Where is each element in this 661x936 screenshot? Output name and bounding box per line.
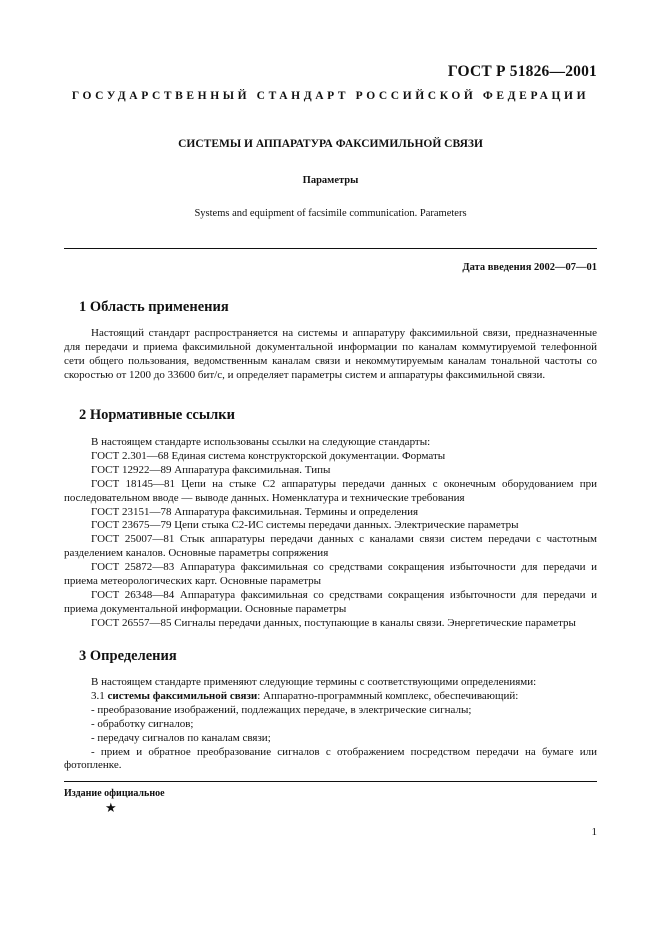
definition-list-item: - прием и обратное преобразование сигналов с отображением посредством передачи на бумаге или фотопленке.: [64, 745, 597, 772]
references-intro: В настоящем стандарте использованы ссылки на следующие стандарты:: [91, 436, 431, 448]
state-standard-heading: ГОСУДАРСТВЕННЫЙ СТАНДАРТ РОССИЙСКОЙ ФЕДЕРАЦИИ: [71, 90, 590, 102]
reference-item: ГОСТ 26557—85 Сигналы передачи данных, поступающие в каналы связи. Энергетические параметры: [91, 616, 576, 629]
document-title: СИСТЕМЫ И АППАРАТУРА ФАКСИМИЛЬНОЙ СВЯЗИ: [178, 138, 483, 150]
page-number: 1: [591, 826, 597, 838]
reference-item: ГОСТ 23151—78 Аппаратура факсимильная. Термины и определения: [91, 505, 419, 518]
reference-item: ГОСТ 25007—81 Стык аппаратуры передачи данных с каналами связи систем передачи с частотным разделением каналов. Основные параметры сопряжения: [64, 533, 597, 560]
reference-item: ГОСТ 26348—84 Аппаратура факсимильная со средствами сокращения избыточности для передачи и приема документальной информации. Основные параметры: [64, 588, 597, 615]
definitions-intro: В настоящем стандарте применяют следующие термины с соответствующими определениями:: [91, 676, 537, 688]
definition-text: : Аппаратно-программный комплекс, обеспечивающий:: [257, 689, 519, 702]
section-2-title: 2 Нормативные ссылки: [79, 407, 235, 423]
reference-item: ГОСТ 18145—81 Цепи на стыке С2 аппаратуры передачи данных с оконечным оборудованием при последовательном вводе — выводе данных. Номенклатура и технические требования: [64, 477, 597, 504]
reference-item: ГОСТ 23675—79 Цепи стыка С2-ИС системы передачи данных. Электрические параметры: [91, 519, 519, 532]
introduction-date: Дата введения 2002—07—01: [462, 262, 597, 273]
definition-term: системы факсимильной связи: [107, 689, 258, 702]
definition-list-item: - передачу сигналов по каналам связи;: [91, 731, 271, 744]
references-list: [64, 436, 597, 631]
header-divider: [64, 248, 597, 249]
section-3-title: 3 Определения: [79, 648, 177, 664]
reference-item: ГОСТ 25872—83 Аппаратура факсимильная со средствами сокращения избыточности для передачи и приема метеорологических карт. Основные параметры: [64, 561, 597, 588]
star-icon: ★: [105, 800, 117, 815]
official-edition-label: Издание официальное: [64, 788, 165, 799]
reference-item: ГОСТ 2.301—68 Единая система конструкторской документации. Форматы: [91, 449, 446, 462]
definition-list-item: - преобразование изображений, подлежащих передаче, в электрические сигналы;: [91, 703, 472, 716]
document-subtitle: Параметры: [302, 175, 359, 186]
section-1-text: Настоящий стандарт распространяется на системы и аппаратуру факсимильной связи, предназначенные для передачи и приема факсимильной документальной информации по каналам коммутируемой телефонной сети общего пользования, ведомственным каналам связи и некоммутируемым каналам тональной частоты со скоростью от 1200 до 33600 бит/с, и определяет параметры систем и аппаратуры факсимильной связи.: [64, 327, 597, 381]
document-title-english: Systems and equipment of facsimile communication. Parameters: [194, 208, 467, 219]
definition-number: 3.1: [91, 689, 108, 702]
definitions-list: [64, 676, 597, 773]
reference-item: ГОСТ 12922—89 Аппаратура факсимильная. Типы: [91, 463, 331, 476]
footer-divider: [64, 781, 597, 782]
definition-3-1: [64, 690, 597, 704]
definition-list-item: - обработку сигналов;: [91, 717, 194, 730]
gost-number: ГОСТ Р 51826—2001: [447, 63, 597, 80]
section-1-title: 1 Область применения: [79, 299, 229, 315]
